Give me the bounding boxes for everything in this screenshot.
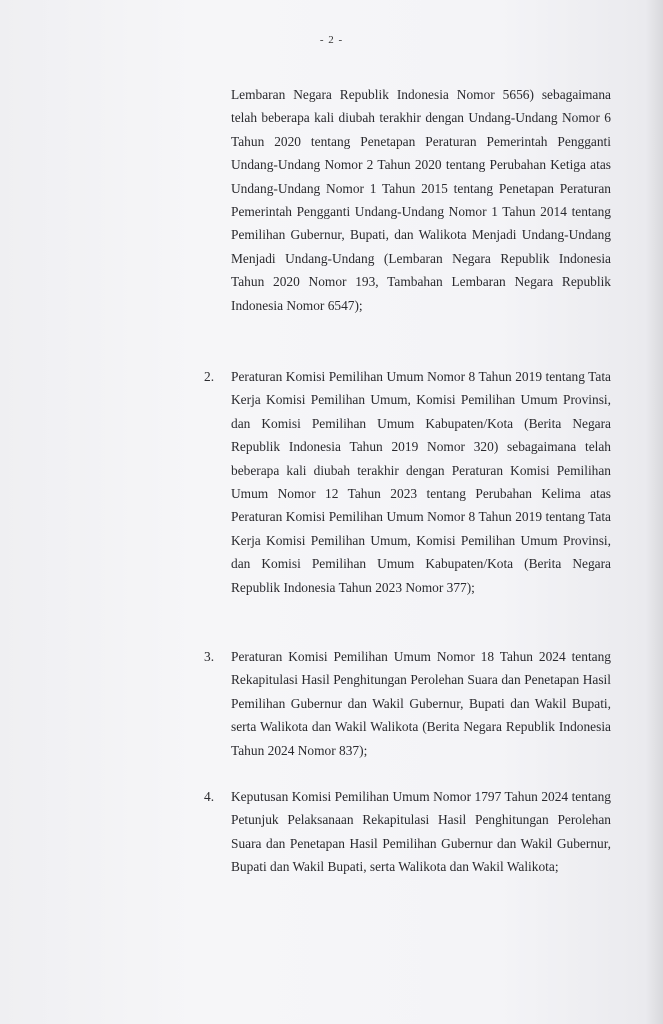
page-edge-shadow (645, 0, 663, 1024)
page-number: - 2 - (319, 34, 344, 46)
list-item-number: 4. (204, 789, 215, 804)
list-item-text: Peraturan Komisi Pemilihan Umum Nomor 18 Tahun 2024 tentang Rekapitulasi Hasil Penghitungan Perolehan Suara dan Penetapan Hasil Pemilihan Gubernur dan Wakil Gubernur, Bupati dan Wakil Bupati, serta Walikota dan Wakil Walikota (Berita Negara Republik Indonesia Tahun 2024 Nomor 837); (231, 649, 611, 758)
continuation-paragraph: Lembaran Negara Republik Indonesia Nomor 5656) sebagaimana telah beberapa kali diubah terakhir dengan Undang-Undang Nomor 6 Tahun 2020 tentang Penetapan Peraturan Pemerintah Pengganti Undang-Undang Nomor 2 Tahun 2020 tentang Perubahan Ketiga atas Undang-Undang Nomor 1 Tahun 2015 tentang Penetapan Peraturan Pemerintah Pengganti Undang-Undang Nomor 1 Tahun 2014 tentang Pemilihan Gubernur, Bupati, dan Walikota Menjadi Undang-Undang Menjadi Undang-Undang (Lembaran Negara Republik Indonesia Tahun 2020 Nomor 193, Tambahan Lembaran Negara Republik Indonesia Nomor 6547); (231, 87, 611, 313)
list-item-text: Peraturan Komisi Pemilihan Umum Nomor 8 Tahun 2019 tentang Tata Kerja Komisi Pemilihan Umum, Komisi Pemilihan Umum Provinsi, dan Komisi Pemilihan Umum Kabupaten/Kota (Berita Negara Republik Indonesia Tahun 2019 Nomor 320) sebagaimana telah beberapa kali diubah terakhir dengan Peraturan Komisi Pemilihan Umum Nomor 12 Tahun 2023 tentang Perubahan Kelima atas Peraturan Komisi Pemilihan Umum Nomor 8 Tahun 2019 tentang Tata Kerja Komisi Pemilihan Umum, Komisi Pemilihan Umum Provinsi, dan Komisi Pemilihan Umum Kabupaten/Kota (Berita Negara Republik Indonesia Tahun 2023 Nomor 377); (231, 369, 611, 595)
list-item-number: 3. (204, 649, 215, 664)
list-item-number: 2. (204, 369, 215, 384)
list-item-text: Keputusan Komisi Pemilihan Umum Nomor 1797 Tahun 2024 tentang Petunjuk Pelaksanaan Rekapitulasi Hasil Penghitungan Perolehan Suara dan Penetapan Hasil Pemilihan Gubernur dan Wakil Gubernur, Bupati dan Wakil Bupati, serta Walikota dan Wakil Walikota; (231, 789, 611, 875)
